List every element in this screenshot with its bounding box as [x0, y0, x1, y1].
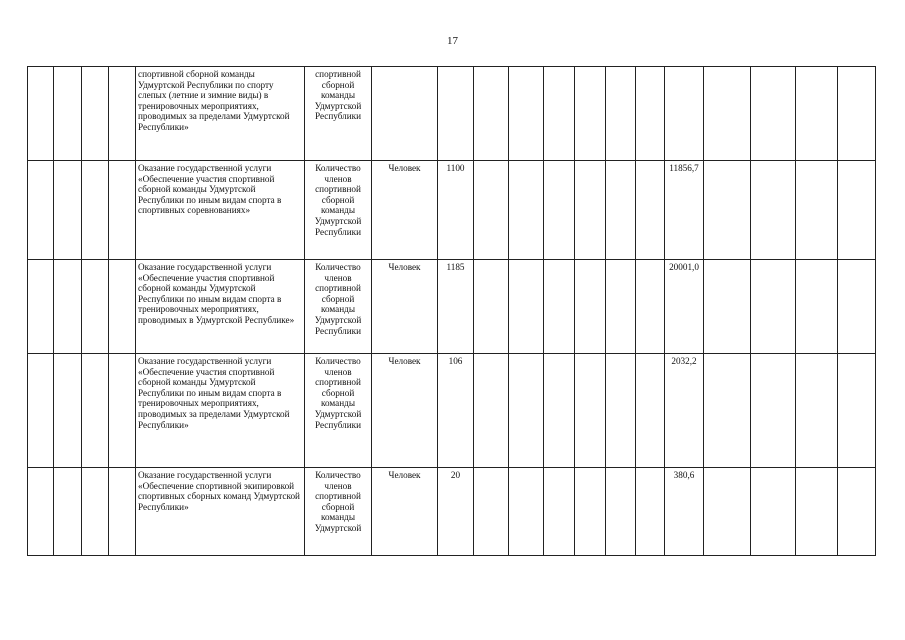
- table-cell: [606, 468, 636, 556]
- table-cell: [751, 67, 796, 161]
- table-cell: [474, 354, 509, 468]
- table-cell: [838, 354, 876, 468]
- table-cell: [575, 161, 606, 260]
- table-cell: [575, 260, 606, 354]
- table-cell: [474, 67, 509, 161]
- unit-of-measure: Человек: [372, 161, 438, 260]
- unit-of-measure: Человек: [372, 354, 438, 468]
- table-cell: [82, 468, 109, 556]
- table-cell: [509, 260, 544, 354]
- table-cell: [544, 260, 575, 354]
- table-cell: [509, 354, 544, 468]
- amount-value: 20001,0: [665, 260, 704, 354]
- table-cell: [575, 354, 606, 468]
- unit-of-measure: Человек: [372, 468, 438, 556]
- table-cell: [606, 161, 636, 260]
- table-cell: [606, 260, 636, 354]
- table-cell: [54, 260, 82, 354]
- table-cell: [838, 260, 876, 354]
- table-cell: [28, 67, 54, 161]
- table-cell: [28, 260, 54, 354]
- table-cell: [109, 161, 136, 260]
- table-cell: [509, 67, 544, 161]
- table-cell: [82, 67, 109, 161]
- table-cell: [796, 354, 838, 468]
- table-cell: [544, 354, 575, 468]
- table-cell: [54, 161, 82, 260]
- table-cell: [474, 161, 509, 260]
- table-cell: [751, 354, 796, 468]
- indicator-name: Количество членов спортивной сборной команды Удмуртской Республики: [305, 260, 372, 354]
- table-cell: [838, 161, 876, 260]
- service-description: Оказание государственной услуги «Обеспечение участия спортивной сборной команды Удмуртской Республики по иным видам спорта в тренировочных мероприятиях, проводимых за пределами Удмуртской Республики»: [136, 354, 305, 468]
- unit-of-measure: [372, 67, 438, 161]
- table-cell: [636, 260, 665, 354]
- table-cell: [796, 161, 838, 260]
- indicator-name: спортивной сборной команды Удмуртской Республики: [305, 67, 372, 161]
- table-cell: [575, 67, 606, 161]
- table-cell: [704, 354, 751, 468]
- table-cell: [838, 468, 876, 556]
- table-cell: [838, 67, 876, 161]
- table-cell: [109, 468, 136, 556]
- table-cell: [704, 67, 751, 161]
- table-cell: [636, 67, 665, 161]
- table-cell: [704, 468, 751, 556]
- page-number: 17: [447, 35, 458, 47]
- indicator-name: Количество членов спортивной сборной команды Удмуртской Республики: [305, 161, 372, 260]
- table-cell: [606, 67, 636, 161]
- table-row: [28, 161, 876, 260]
- indicator-name: Количество членов спортивной сборной команды Удмуртской: [305, 468, 372, 556]
- amount-value: 2032,2: [665, 354, 704, 468]
- volume-value: 1185: [438, 260, 474, 354]
- table-cell: [509, 468, 544, 556]
- budget-table: [27, 66, 876, 556]
- table-cell: [796, 260, 838, 354]
- volume-value: 20: [438, 468, 474, 556]
- amount-value: 380,6: [665, 468, 704, 556]
- table-cell: [544, 67, 575, 161]
- table-cell: [474, 468, 509, 556]
- table-cell: [109, 67, 136, 161]
- table-cell: [796, 468, 838, 556]
- table-cell: [28, 354, 54, 468]
- table-cell: [28, 161, 54, 260]
- volume-value: [438, 67, 474, 161]
- table-cell: [82, 161, 109, 260]
- table-cell: [54, 354, 82, 468]
- table-cell: [606, 354, 636, 468]
- table-row: [28, 260, 876, 354]
- table-cell: [54, 67, 82, 161]
- table-cell: [636, 468, 665, 556]
- unit-of-measure: Человек: [372, 260, 438, 354]
- table-cell: [544, 468, 575, 556]
- service-description: Оказание государственной услуги «Обеспечение спортивной экипировкой спортивных сборных команд Удмуртской Республики»: [136, 468, 305, 556]
- table-row: [28, 354, 876, 468]
- table-cell: [474, 260, 509, 354]
- table-cell: [751, 161, 796, 260]
- table-cell: [751, 468, 796, 556]
- table-cell: [575, 468, 606, 556]
- table-cell: [509, 161, 544, 260]
- table-cell: [82, 260, 109, 354]
- amount-value: 11856,7: [665, 161, 704, 260]
- table-cell: [796, 67, 838, 161]
- service-description: Оказание государственной услуги «Обеспечение участия спортивной сборной команды Удмуртской Республики по иным видам спорта в тренировочных мероприятиях, проводимых в Удмуртской Республике»: [136, 260, 305, 354]
- service-description: Оказание государственной услуги «Обеспечение участия спортивной сборной команды Удмуртской Республики по иным видам спорта в спортивных соревнованиях»: [136, 161, 305, 260]
- table-cell: [751, 260, 796, 354]
- table-cell: [704, 161, 751, 260]
- table-cell: [28, 468, 54, 556]
- table-cell: [109, 260, 136, 354]
- service-description: спортивной сборной команды Удмуртской Республики по спорту слепых (летние и зимние виды) в тренировочных мероприятиях, проводимых за пределами Удмуртской Республики»: [136, 67, 305, 161]
- table-cell: [704, 260, 751, 354]
- table-cell: [82, 354, 109, 468]
- amount-value: [665, 67, 704, 161]
- table-row: [28, 67, 876, 161]
- table-cell: [544, 161, 575, 260]
- table-cell: [636, 354, 665, 468]
- indicator-name: Количество членов спортивной сборной команды Удмуртской Республики: [305, 354, 372, 468]
- volume-value: 1100: [438, 161, 474, 260]
- table-cell: [109, 354, 136, 468]
- table-row: [28, 468, 876, 556]
- table-cell: [54, 468, 82, 556]
- volume-value: 106: [438, 354, 474, 468]
- table-cell: [636, 161, 665, 260]
